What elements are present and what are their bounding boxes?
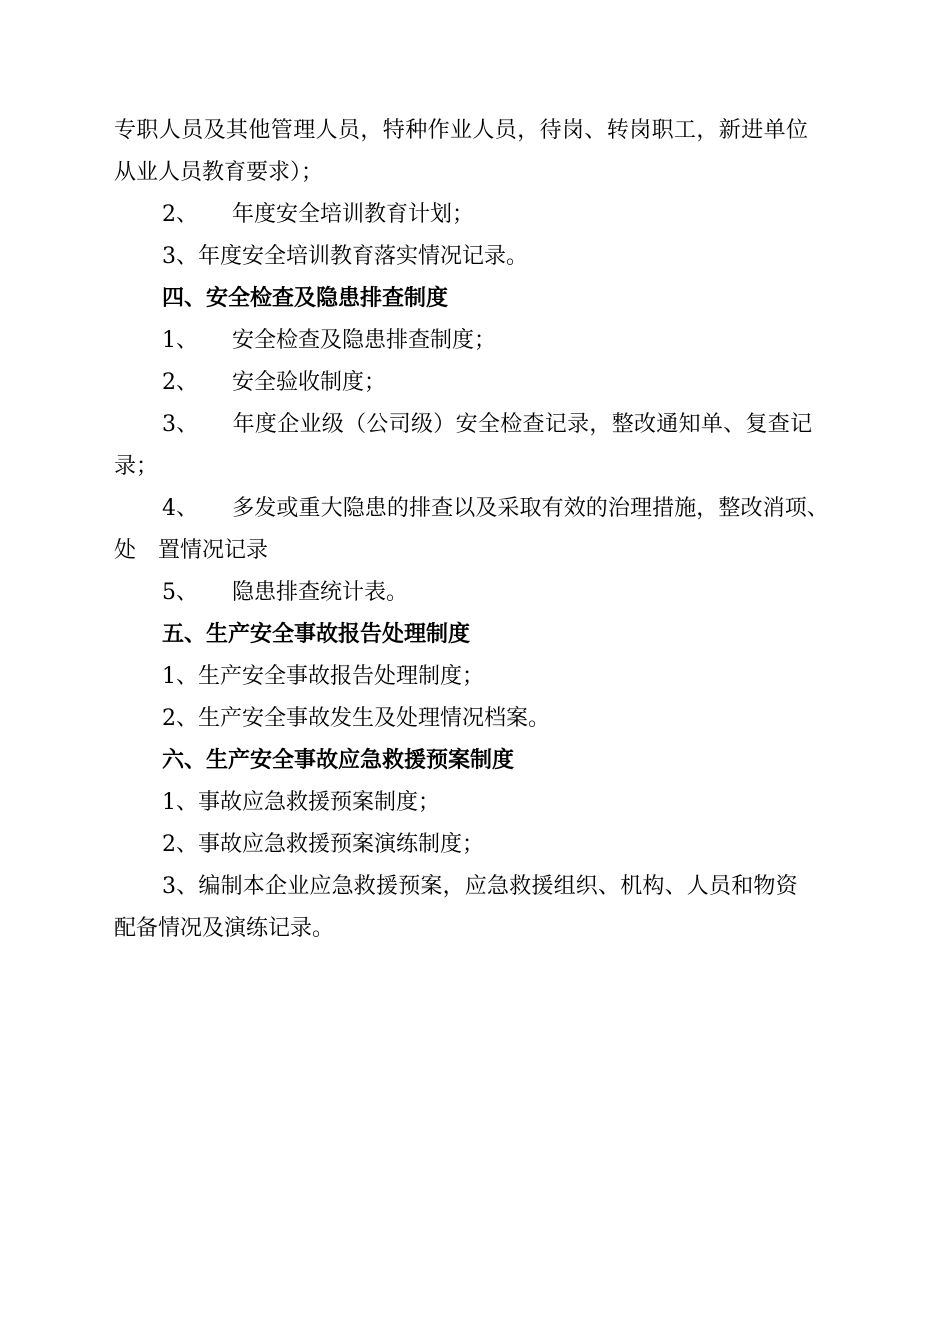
item-number: 2、 [162, 370, 198, 395]
section5-item-1: 1、生产安全事故报告处理制度； [162, 664, 484, 689]
item-text: 多发或重大隐患的排查以及采取有效的治理措施，整改消项、 [232, 496, 829, 521]
section6-item-2: 2、事故应急救援预案演练制度； [162, 832, 484, 857]
section3-item-3: 3、年度安全培训教育落实情况记录。 [162, 244, 528, 269]
section4-item-2 [114, 362, 860, 404]
section6-item-3-continued: 配备情况及演练记录。 [114, 916, 335, 941]
item-number: 4、 [162, 496, 199, 521]
section5-item-2: 2、生产安全事故发生及处理情况档案。 [162, 706, 550, 731]
item-text: 年度安全培训教育计划； [232, 202, 475, 227]
section4-item-3 [114, 404, 860, 446]
item-number: 2、 [162, 202, 198, 227]
continuation-line-1: 专职人员及其他管理人员，特种作业人员，待岗、转岗职工，新进单位 [114, 118, 809, 143]
item-number: 3、 [162, 412, 199, 437]
section4-item-5 [114, 572, 860, 614]
section6-heading: 六、生产安全事故应急救援预案制度 [162, 748, 515, 773]
item-number: 5、 [162, 580, 198, 605]
section6-item-1: 1、事故应急救援预案制度； [162, 790, 440, 815]
section6-item-3: 3、编制本企业应急救援预案，应急救援组织、机构、人员和物资 [162, 874, 798, 899]
section3-item-2 [114, 194, 860, 236]
section5-heading: 五、生产安全事故报告处理制度 [162, 622, 471, 647]
item-number: 1、 [162, 328, 198, 353]
item-text: 年度企业级（公司级）安全检查记录，整改通知单、复查记 [232, 412, 813, 437]
continuation-line-2: 从业人员教育要求）； [114, 160, 324, 185]
item-text: 安全检查及隐患排查制度； [232, 328, 497, 353]
item-text-part-b: 置情况记录 [158, 538, 269, 563]
section4-heading: 四、安全检查及隐患排查制度 [162, 286, 449, 311]
document-body [114, 110, 860, 950]
section4-item-4-continued [114, 530, 860, 572]
section4-item-1 [114, 320, 860, 362]
item-text: 安全验收制度； [232, 370, 387, 395]
item-text: 隐患排查统计表。 [232, 580, 409, 605]
section4-item-4 [114, 488, 860, 530]
item-text-part-a: 处 [114, 538, 137, 563]
section4-item-3-continued: 录； [114, 454, 159, 479]
